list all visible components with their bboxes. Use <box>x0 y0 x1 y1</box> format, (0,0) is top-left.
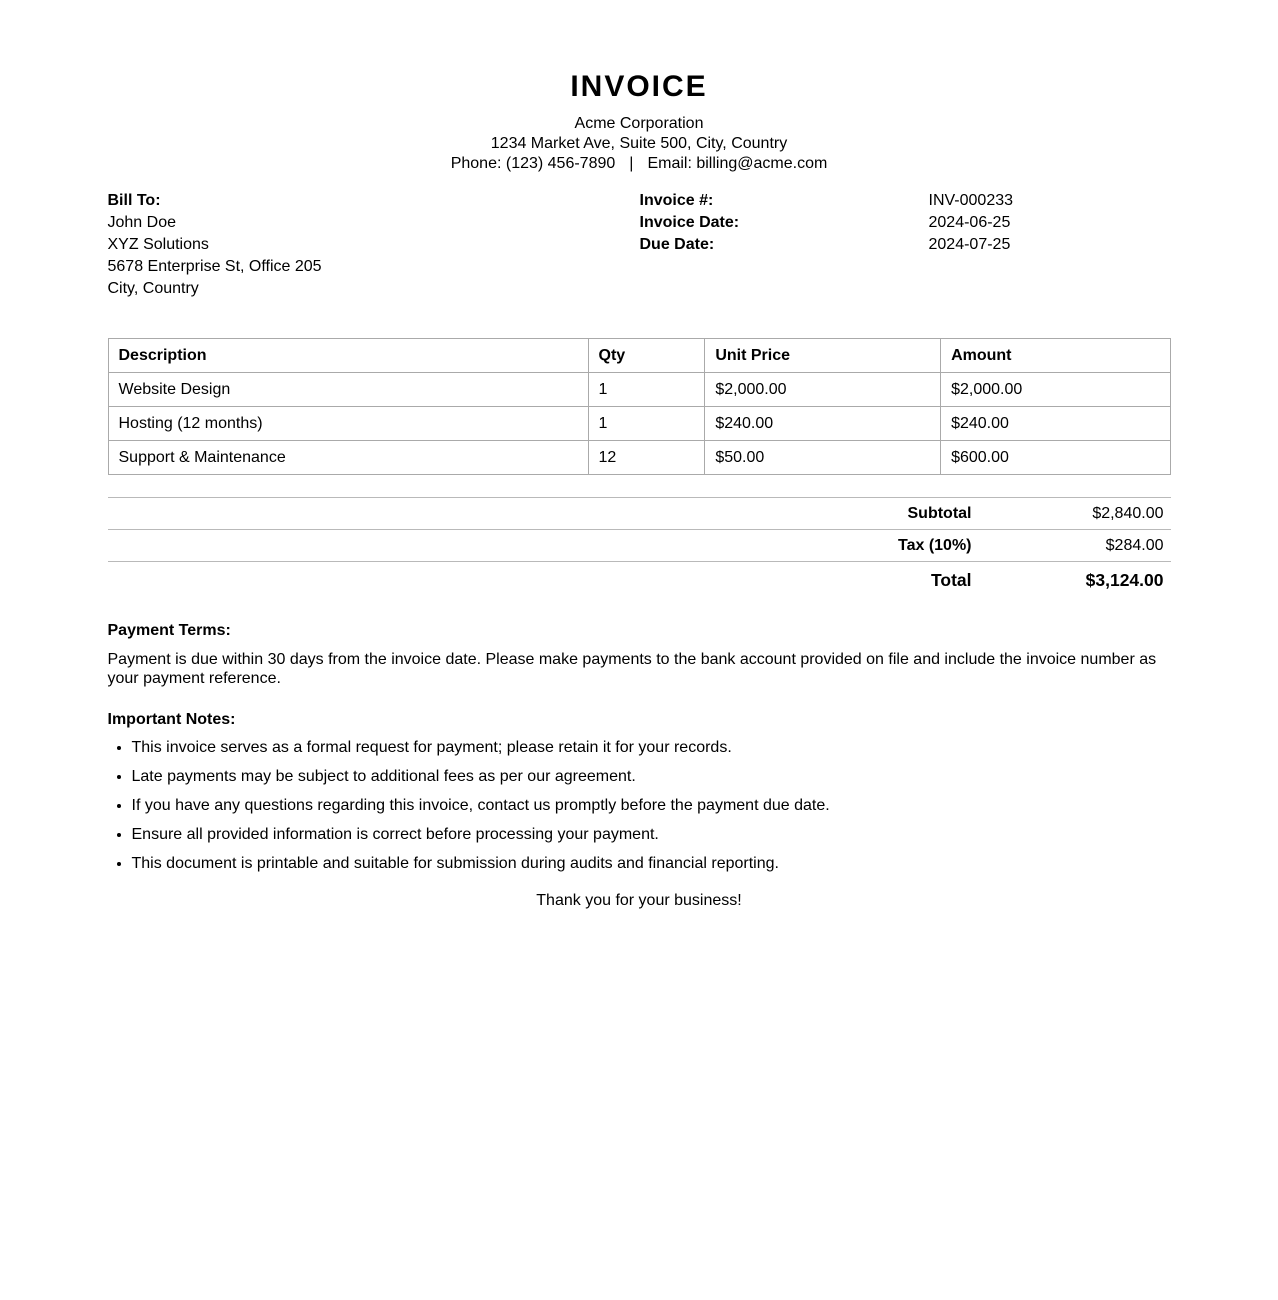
invoice-number-label: Invoice #: <box>639 192 714 209</box>
line-items-table <box>108 338 1171 475</box>
total-row <box>108 561 1171 599</box>
company-contact-line <box>108 154 1171 174</box>
due-date-label: Due Date: <box>639 236 715 253</box>
invoice-title: INVOICE <box>570 70 708 103</box>
bill-to-name: John Doe <box>107 214 176 231</box>
table-row <box>108 441 1170 475</box>
invoice-page <box>108 0 1171 1300</box>
due-date-value: 2024-07-25 <box>928 236 1011 253</box>
company-address: 1234 Market Ave, Suite 500, City, Country <box>490 135 788 152</box>
payment-terms-heading: Payment Terms: <box>107 622 231 640</box>
contact-separator: | <box>629 155 634 172</box>
totals-block <box>108 497 1171 599</box>
list-item: • If you have any questions regarding this invoice, contact us promptly before the payment due date. <box>132 796 1171 815</box>
item-qty: 1 <box>588 407 705 441</box>
column-header-description: Description <box>108 339 588 373</box>
company-name: Acme Corporation <box>574 115 704 132</box>
info-row <box>108 190 1171 300</box>
item-amount: $2,000.00 <box>941 373 1170 407</box>
tax-value: $284.00 <box>1105 537 1164 555</box>
invoice-number-value: INV-000233 <box>928 192 1014 209</box>
column-header-qty: Qty <box>588 339 705 373</box>
due-date-row <box>640 234 1171 256</box>
list-item: • Late payments may be subject to additional fees as per our agreement. <box>132 767 1171 786</box>
column-header-unit-price: Unit Price <box>705 339 941 373</box>
item-unit-price: $2,000.00 <box>705 373 941 407</box>
table-row <box>108 407 1170 441</box>
payment-terms-body: Payment is due within 30 days from the invoice date. Please make payments to the bank account provided on file and include the invoice number as your payment reference. <box>107 651 1157 688</box>
total-label: Total <box>930 570 972 591</box>
invoice-date-label: Invoice Date: <box>639 214 740 231</box>
list-item: • This document is printable and suitable for submission during audits and financial reporting. <box>132 854 1171 873</box>
invoice-date-row <box>640 212 1171 234</box>
tax-label: Tax (10%) <box>897 537 972 555</box>
total-value: $3,124.00 <box>1085 570 1164 591</box>
invoice-date-value: 2024-06-25 <box>928 214 1011 231</box>
company-block <box>108 114 1171 174</box>
invoice-number-row <box>640 190 1171 212</box>
bill-to-city: City, Country <box>107 280 199 297</box>
important-notes-list <box>108 738 1171 873</box>
item-amount: $600.00 <box>941 441 1170 475</box>
subtotal-label: Subtotal <box>907 505 972 522</box>
item-qty: 1 <box>588 373 705 407</box>
bill-to-company: XYZ Solutions <box>107 236 209 253</box>
bill-to-address: 5678 Enterprise St, Office 205 <box>107 258 322 275</box>
item-description: Support & Maintenance <box>108 441 588 475</box>
bill-to-block <box>108 190 640 300</box>
invoice-meta-block <box>640 190 1171 300</box>
company-email: Email: billing@acme.com <box>647 155 828 172</box>
important-notes-heading: Important Notes: <box>107 711 236 729</box>
item-unit-price: $50.00 <box>705 441 941 475</box>
company-phone: Phone: (123) 456-7890 <box>450 155 616 172</box>
item-qty: 12 <box>588 441 705 475</box>
subtotal-row <box>108 497 1171 529</box>
item-amount: $240.00 <box>941 407 1170 441</box>
table-row <box>108 373 1170 407</box>
tax-row <box>108 529 1171 561</box>
item-unit-price: $240.00 <box>705 407 941 441</box>
item-description: Hosting (12 months) <box>108 407 588 441</box>
column-header-amount: Amount <box>941 339 1170 373</box>
subtotal-value: $2,840.00 <box>1092 505 1164 522</box>
item-description: Website Design <box>108 373 588 407</box>
list-item: • This invoice serves as a formal request for payment; please retain it for your records. <box>132 738 1171 757</box>
thank-you-message: Thank you for your business! <box>536 892 742 910</box>
bill-to-label: Bill To: <box>107 192 161 209</box>
list-item: • Ensure all provided information is correct before processing your payment. <box>132 825 1171 844</box>
table-header-row <box>108 339 1170 373</box>
